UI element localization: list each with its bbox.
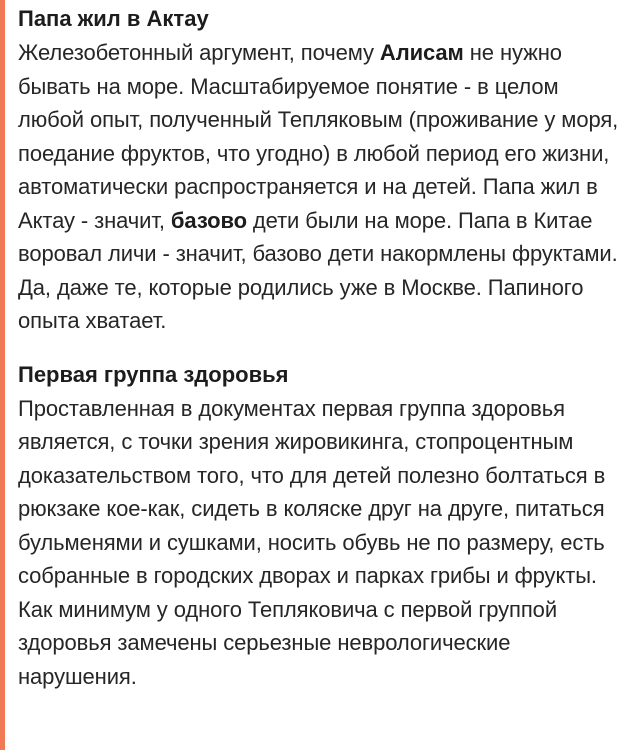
section-health-group [18, 360, 630, 694]
section-body [18, 36, 630, 338]
text-fragment: Железобетонный аргумент, почему [18, 40, 380, 65]
section-heading: Папа жил в Актау [18, 6, 209, 31]
section-heading: Первая группа здоровья [18, 361, 289, 387]
bold-term-bazovo: базово [170, 207, 247, 233]
section-body: Проставленная в документах первая группа здоровья является, с точки зрения жировикинга, стопроцентным доказательством того, что для детей полезно болтаться в рюкзаке кое-как, сидеть в коляске друг на друге, питаться бульменями и сушками, носить обувь не по размеру, есть собранные в городских дворах и парках грибы и фрукты. Как минимум у одного Тепляковича с первой группой здоровья замечены серьезные неврологические нарушения. [18, 395, 606, 689]
article-content [18, 4, 630, 693]
text-fragment: не нужно бывать на море. Масштабируемое понятие - в целом любой опыт, полученный Тепляковым (проживание у моря, поедание фруктов, что угодно) в любой период его жизни, автоматически распространяется и на детей. Папа жил в Актау - значит, [18, 40, 619, 233]
text-fragment: дети были на море. Папа в Китае воровал личи - значит, базово дети накормлены фруктами. Да, даже те, которые родились уже в Москве. Папиного опыта хватает. [18, 207, 618, 333]
quote-accent-bar [0, 0, 5, 750]
section-papa-aktau [18, 4, 630, 338]
bold-term-alisam: Алисам [379, 40, 464, 65]
